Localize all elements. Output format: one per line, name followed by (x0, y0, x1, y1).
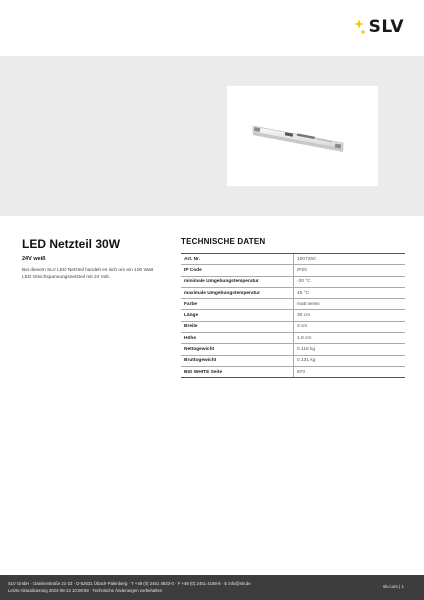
spec-label: minimale Umgebungstemperatur (184, 279, 259, 285)
brand-logo (353, 16, 404, 38)
spec-label: Länge (184, 313, 199, 319)
product-photo (227, 86, 378, 186)
table-row (181, 310, 405, 321)
table-row (181, 356, 405, 367)
table-row (181, 322, 405, 333)
spec-label: Höhe (184, 335, 196, 341)
spec-value: 0.131 kg (293, 356, 405, 366)
sparkle-icon (353, 17, 367, 37)
table-row (181, 254, 405, 265)
spec-value: 30 cm (293, 310, 405, 320)
spec-label: Breite (184, 324, 198, 330)
table-row (181, 299, 405, 310)
spec-label: Bruttogewicht (184, 358, 217, 364)
spec-label: BIG WHITE Seite (184, 369, 223, 375)
spec-value: 0.118 kg (293, 344, 405, 354)
product-title: LED Netzteil 30W (22, 237, 121, 251)
spec-label: Nettogewicht (184, 347, 215, 353)
spec-label: Art. Nr. (184, 256, 200, 262)
spec-value: 3 cm (293, 322, 405, 332)
spec-label: IP Code (184, 267, 202, 273)
technical-data-table (181, 253, 405, 378)
table-row (181, 344, 405, 355)
spec-value: 45 °C (293, 288, 405, 298)
page-number: slv.com | 1 (382, 584, 404, 589)
spec-value: matt weiss (293, 299, 405, 309)
table-row (181, 277, 405, 288)
table-row (181, 265, 405, 276)
product-subtitle: 24V weiß (22, 256, 46, 262)
spec-label: Farbe (184, 301, 198, 307)
table-row (181, 367, 405, 378)
technical-data-heading: TECHNISCHE DATEN (181, 237, 266, 246)
spec-value: -20 °C (293, 277, 405, 287)
last-updated-note: Letzte Aktualisierung 2024-08-13 10:08:59 · Technische Änderungen vorbehalten (8, 587, 163, 593)
table-row (181, 288, 405, 299)
power-supply-image (227, 86, 378, 186)
spec-value: 1.8 cm (293, 333, 405, 343)
table-row (181, 333, 405, 344)
spec-value: 870 (293, 367, 405, 377)
spec-label: maximale Umgebungstemperatur (184, 290, 260, 296)
company-address: SLV GmbH · Daimlerstraße 21-23 · D-52531 Übach-Palenberg · T +49 (0) 2451 4833-0 · F +49 (0) 2451 4188-8 · E info@slv.de (8, 581, 251, 586)
logo-text: SLV (368, 17, 404, 37)
page-footer (0, 575, 424, 600)
product-description: Bei diesem SLV LED Netzteil handelt es sich um ein 100 Watt LED Gleichspannungsnetzteil mit 24 Volt. (22, 268, 154, 280)
spec-value: 1007250 (293, 254, 405, 264)
spec-value: IP20 (293, 265, 405, 275)
